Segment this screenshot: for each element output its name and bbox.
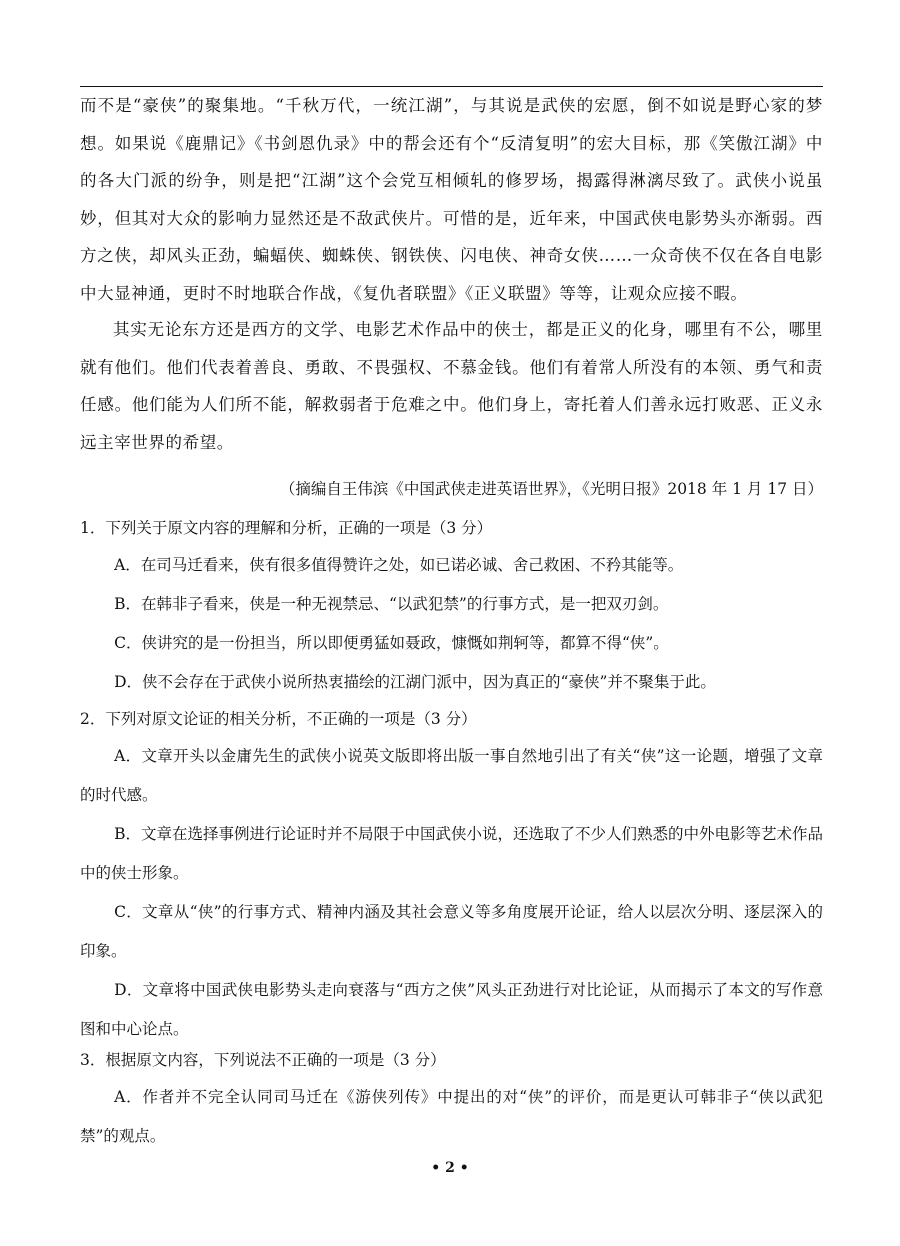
question-1-stem: 1．下列关于原文内容的理解和分析，正确的一项是（3 分）	[80, 519, 493, 537]
question-3-options	[80, 1078, 823, 1156]
question-2-option-a: A．文章开头以金庸先生的武侠小说英文版即将出版一事自然地引出了有关“侠”这一论题，增强了文章的时代感。	[80, 747, 823, 804]
question-2-stem: 2．下列对原文论证的相关分析，不正确的一项是（3 分）	[80, 710, 477, 728]
question-2-option-b: B．文章在选择事例进行论证时并不局限于中国武侠小说，还选取了不少人们熟悉的中外电影等艺术作品中的侠士形象。	[80, 825, 823, 882]
question-2-option-c: C．文章从“侠”的行事方式、精神内涵及其社会意义等多角度展开论证，给人以层次分明、逐层深入的印象。	[80, 903, 823, 960]
passage-paragraph-1: 而不是“豪侠”的聚集地。“千秋万代，一统江湖”，与其说是武侠的宏愿，倒不如说是野心家的梦想。如果说《鹿鼎记》《书剑恩仇录》中的帮会还有个“反清复明”的宏大目标，那《笑傲江湖》中的各大门派的纷争，则是把“江湖”这个会党互相倾轧的修罗场，揭露得淋漓尽致了。武侠小说虽妙，但其对大众的影响力显然还是不敌武侠片。可惜的是，近年来，中国武侠电影势头亦渐弱。西方之侠，却风头正劲，蝙蝠侠、蜘蛛侠、钢铁侠、闪电侠、神奇女侠……一众奇侠不仅在各自电影中大显神通，更时不时地联合作战，《复仇者联盟》《正义联盟》等等，让观众应接不暇。	[80, 96, 823, 303]
question-1-options	[80, 546, 823, 702]
passage-source: （摘编自王伟滨《中国武侠走进英语世界》，《光明日报》2018 年 1 月 17 日）	[279, 480, 823, 498]
question-2-option-d: D．文章将中国武侠电影势头走向衰落与“西方之侠”风头正劲进行对比论证，从而揭示了本文的写作意图和中心论点。	[80, 981, 823, 1038]
question-3-option-a: A．作者并不完全认同司马迁在《游侠列传》中提出的对“侠”的评价，而是更认可韩非子“侠以武犯禁”的观点。	[80, 1088, 823, 1145]
passage-paragraph-2: 其实无论东方还是西方的文学、电影艺术作品中的侠士，都是正义的化身，哪里有不公，哪里就有他们。他们代表着善良、勇敢、不畏强权、不慕金钱。他们有着常人所没有的本领、勇气和责任感。他们能为人们所不能，解救弱者于危难之中。他们身上，寄托着人们善永远打败恶、正义永远主宰世界的希望。	[80, 320, 823, 452]
question-1-option-c: C．侠讲究的是一份担当，所以即便勇猛如聂政，慷慨如荆轲等，都算不得“侠”。	[114, 634, 669, 652]
page-number: • 2 •	[431, 1160, 469, 1176]
question-3-stem: 3．根据原文内容，下列说法不正确的一项是（3 分）	[80, 1051, 446, 1069]
question-1-option-d: D．侠不会存在于武侠小说所热衷描绘的江湖门派中，因为真正的“豪侠”并不聚集于此。	[114, 673, 716, 691]
question-2-options	[80, 737, 823, 1049]
question-1-option-b: B．在韩非子看来，侠是一种无视禁忌、“以武犯禁”的行事方式，是一把双刃剑。	[114, 595, 669, 613]
question-1-option-a: A．在司马迁看来，侠有很多值得赞许之处，如已诺必诚、舍己救困、不矜其能等。	[114, 556, 684, 574]
